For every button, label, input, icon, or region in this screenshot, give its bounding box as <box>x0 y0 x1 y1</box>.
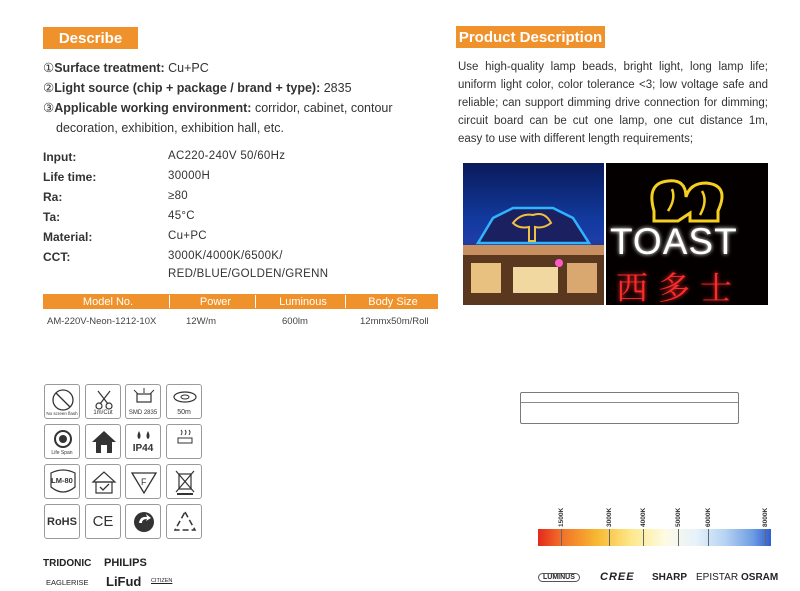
ce-mark-icon: CE <box>92 513 114 530</box>
spec-value-material: Cu+PC <box>168 230 207 242</box>
neon-strip-profile <box>520 392 739 424</box>
item-value: Cu+PC <box>164 61 209 75</box>
description-line: circuit board can be cut one lamp, one cut distance 1m, <box>458 115 768 127</box>
brand-osram: OSRAM <box>741 572 779 583</box>
cell-body-size: 12mmx50m/Roll <box>360 316 429 327</box>
spec-key-ta: Ta: <box>43 210 61 224</box>
item-number: ① <box>43 61 55 75</box>
indoor-badge <box>85 424 121 459</box>
description-line: Use high-quality lamp beads, bright light, long lamp life; <box>458 61 768 73</box>
recycle-arrow-badge <box>125 504 161 539</box>
product-description-text <box>458 58 768 148</box>
icon-label: 50m <box>177 409 191 416</box>
product-description-title: Product Description <box>458 28 603 46</box>
no-screen-flash-badge <box>44 384 80 419</box>
item-number: ② <box>43 81 55 95</box>
icon-label: IP44 <box>132 443 154 454</box>
icon-label: LM-80 <box>51 476 73 485</box>
rohs-icon: RoHS <box>47 516 77 528</box>
brand-eaglerise: EAGLERISE <box>46 578 89 587</box>
cell-power: 12W/m <box>186 316 217 327</box>
brand-lifud: LiFud <box>106 574 142 589</box>
description-line: uniform light color, color tolerance <3; low voltage safe and <box>458 79 768 91</box>
item-number: ③ <box>43 101 55 115</box>
indoor-house-icon <box>86 425 122 460</box>
spec-value-cct: 3000K/4000K/6500K/ <box>168 250 283 262</box>
brand-sharp: SHARP <box>652 572 688 583</box>
chinese-sign-text: 西多士 <box>616 269 743 305</box>
header-luminous: Luminous <box>279 295 327 308</box>
cct-label: 1500K <box>558 507 565 527</box>
rohs-badge <box>44 504 80 539</box>
spec-key-input: Input: <box>43 150 77 164</box>
item-value: 2835 <box>320 81 352 95</box>
cct-label: 5000K <box>675 507 682 527</box>
header-body-size: Body Size <box>368 295 418 308</box>
cct-color-bar <box>538 529 771 546</box>
weee-badge <box>166 464 202 499</box>
icon-label: No screen flash <box>46 411 78 416</box>
house-check-icon <box>86 465 122 500</box>
heat-icon <box>167 425 203 460</box>
spec-key-material: Material: <box>43 230 93 244</box>
describe-item-2 <box>43 80 352 95</box>
heat-badge <box>166 424 202 459</box>
header-model-no: Model No. <box>82 295 134 308</box>
house-check-badge <box>85 464 121 499</box>
life-span-badge <box>44 424 80 459</box>
icon-label: 1m/Cut <box>93 410 113 416</box>
toast-neon-photo <box>606 163 768 305</box>
brand-tridonic: TRIDONIC <box>43 558 92 569</box>
icon-label: Life Span <box>51 450 73 456</box>
item-key: Applicable working environment: <box>54 101 252 115</box>
storefront-neon-photo <box>463 163 604 305</box>
spec-key-ra: Ra: <box>43 190 63 204</box>
spec-value-lifetime: 30000H <box>168 170 211 182</box>
cct-label: 3000K <box>606 507 613 527</box>
f-triangle-badge <box>125 464 161 499</box>
cell-model-no: AM-220V-Neon-1212-10X <box>47 316 157 327</box>
description-line: reliable; can support dimming drive connection for dimming; <box>458 97 768 109</box>
item-key: Surface treatment: <box>54 61 165 75</box>
cell-luminous: 600lm <box>282 316 308 327</box>
brand-cree: CREE <box>600 571 635 583</box>
reel-badge <box>166 384 202 419</box>
spec-value-ra: ≥80 <box>168 190 189 202</box>
spec-value-input: AC220-240V 50/60Hz <box>168 150 286 162</box>
recycle-triangle-badge <box>166 504 202 539</box>
smd-badge <box>125 384 161 419</box>
cut-badge <box>85 384 121 419</box>
describe-item-3 <box>43 100 393 115</box>
describe-item-3-continued: decoration, exhibition, exhibition hall, etc. <box>56 121 284 135</box>
cct-label: 4000K <box>640 507 647 527</box>
ce-badge <box>85 504 121 539</box>
cct-label: 8000K <box>762 507 769 527</box>
recycle-arrow-icon <box>126 505 162 540</box>
model-table-header <box>43 294 438 309</box>
svg-text:F: F <box>141 477 147 487</box>
spec-value-ta: 45°C <box>168 210 195 222</box>
lm80-badge <box>44 464 80 499</box>
item-value: corridor, cabinet, contour <box>251 101 393 115</box>
brand-luminus: LUMINUS <box>538 573 580 582</box>
brand-philips: PHILIPS <box>104 557 147 569</box>
describe-item-1 <box>43 60 209 75</box>
toast-sign-text: TOAST <box>610 221 738 262</box>
ip44-badge <box>125 424 161 459</box>
brand-epistar: EPISTAR <box>696 572 739 583</box>
spec-value-cct-continued: RED/BLUE/GOLDEN/GRENN <box>168 268 329 280</box>
spec-key-cct: CCT: <box>43 250 71 264</box>
brand-citizen: CITIZEN <box>151 578 173 584</box>
describe-header <box>43 27 138 49</box>
recycle-triangle-icon <box>167 505 203 540</box>
icon-label: SMD 2835 <box>128 410 158 416</box>
describe-title: Describe <box>58 29 123 47</box>
weee-bin-icon <box>167 465 203 500</box>
f-triangle-icon <box>126 465 162 500</box>
header-power: Power <box>199 295 232 308</box>
product-description-header <box>456 26 605 48</box>
cct-label: 6000K <box>705 507 712 527</box>
spec-key-lifetime: Life time: <box>43 170 97 184</box>
description-line: easy to use with different length requirements; <box>458 133 694 145</box>
item-key: Light source (chip + package / brand + type): <box>54 81 321 95</box>
